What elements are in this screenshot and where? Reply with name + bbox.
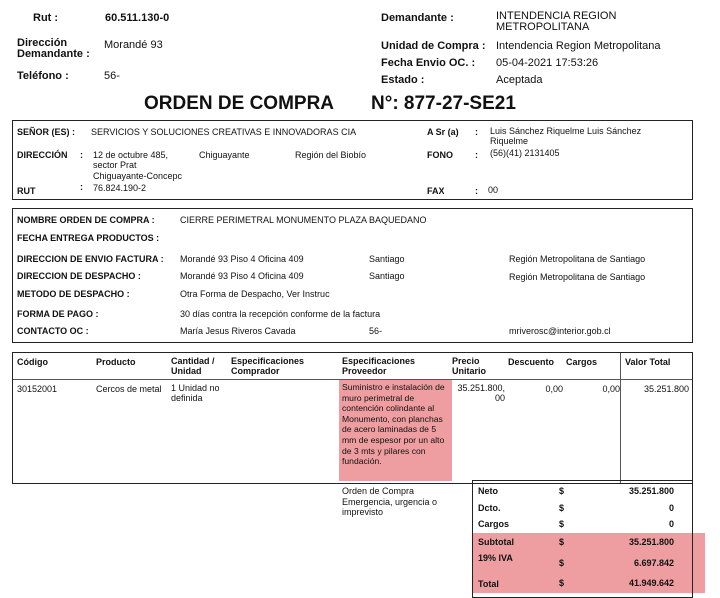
unidad-compra-value: Intendencia Region Metropolitana <box>496 40 661 52</box>
colon: : <box>80 150 83 160</box>
region: Región del Biobío <box>295 150 367 160</box>
fecha-envio-label: Fecha Envio OC. : <box>381 57 476 69</box>
fecha-envio-value: 05-04-2021 17:53:26 <box>496 57 599 69</box>
column-divider <box>620 353 621 483</box>
telefono-label: Teléfono : <box>17 70 69 82</box>
header-cantidad: Cantidad / Unidad <box>171 356 215 376</box>
fax-label: FAX <box>427 186 445 196</box>
senor-label: SEÑOR (ES) <box>17 127 70 137</box>
dcto-value: 0 <box>668 503 674 513</box>
despacho-label: DIRECCION DE DESPACHO : <box>17 271 141 281</box>
direccion-value: 12 de octubre 485, sector Prat <box>93 150 169 170</box>
row-producto: Cercos de metal <box>96 384 162 394</box>
iva-label: 19% IVA <box>478 553 513 563</box>
cargos-currency: $ <box>559 519 565 529</box>
rut-value: 60.511.130-0 <box>105 12 170 24</box>
estado-value: Aceptada <box>496 74 543 86</box>
iva-currency: $ <box>559 558 565 568</box>
despacho-value: Morandé 93 Piso 4 Oficina 409 <box>180 271 304 281</box>
header-valor-total: Valor Total <box>625 357 671 367</box>
envio-factura-value: Morandé 93 Piso 4 Oficina 409 <box>180 254 304 264</box>
metodo-despacho-label: METODO DE DESPACHO : <box>17 289 130 299</box>
unidad-compra-label: Unidad de Compra : <box>381 40 486 52</box>
row-cantidad: 1 Unidad no definida <box>171 383 220 403</box>
cargos-value: 0 <box>668 519 674 529</box>
header-descuento: Descuento <box>508 357 555 367</box>
contacto-email: mriverosc@interior.gob.cl <box>509 326 611 336</box>
colon: : <box>80 182 83 192</box>
row-valor-total: 35.251.800 <box>643 384 689 394</box>
subtotal-label: Subtotal <box>478 537 514 547</box>
colon: : <box>475 127 478 137</box>
total-currency: $ <box>559 578 565 588</box>
fecha-entrega-label: FECHA ENTREGA PRODUCTOS : <box>17 233 160 243</box>
subtotal-currency: $ <box>559 537 565 547</box>
fax-value: 00 <box>488 185 499 195</box>
despacho-region: Región Metropolitana de Santiago <box>509 272 646 282</box>
direccion-label: DIRECCIÓN <box>17 150 68 160</box>
row-precio: 35.251.800, 00 <box>457 383 505 403</box>
total-label: Total <box>478 579 499 589</box>
colon: : <box>72 127 75 137</box>
rut-supplier-value: 76.824.190-2 <box>93 183 147 193</box>
header-precio: Precio Unitario <box>452 356 487 376</box>
forma-pago-value: 30 días contra la recepción conforme de la factura <box>180 309 381 319</box>
iva-value: 6.697.842 <box>633 558 674 568</box>
row-codigo: 30152001 <box>17 384 58 394</box>
cargos-label: Cargos <box>478 519 510 529</box>
asr-label: A Sr (a) <box>427 127 459 137</box>
contacto-phone: 56- <box>369 326 383 336</box>
forma-pago-label: FORMA DE PAGO : <box>17 309 99 319</box>
total-value: 41.949.642 <box>628 578 674 588</box>
header-codigo: Código <box>17 357 48 367</box>
telefono-value: 56- <box>104 70 120 82</box>
senor-value: SERVICIOS Y SOLUCIONES CREATIVAS E INNOVADORAS CIA <box>91 127 357 137</box>
row-cargos: 0,00 <box>602 384 620 394</box>
neto-label: Neto <box>478 486 498 496</box>
row-esp-proveedor: Suministro e instalación de muro perimetral de contención colindante al Monumento, con planchas de acero laminadas de 5 mm de espesor por un alto de 3 mts y pilares con fundación. <box>342 382 445 467</box>
comuna: Chiguayante <box>199 150 250 160</box>
direccion-demandante-value: Morandé 93 <box>104 39 163 51</box>
emergency-note: Orden de Compra Emergencia, urgencia o imprevisto <box>342 486 438 517</box>
demandante-value: INTENDENCIA REGION METROPOLITANA <box>496 10 617 33</box>
dcto-label: Dcto. <box>478 503 501 513</box>
asr-value: Luis Sánchez Riquelme Luis Sánchez Riquelme <box>490 126 642 146</box>
neto-value: 35.251.800 <box>628 486 674 496</box>
header-esp-comprador: Especificaciones Comprador <box>231 356 305 376</box>
order-number: N°: 877-27-SE21 <box>371 93 516 114</box>
rut-label: Rut : <box>33 12 59 24</box>
nombre-oc-label: NOMBRE ORDEN DE COMPRA : <box>17 215 155 225</box>
colon: : <box>475 186 478 196</box>
direccion-city: Chiguayante-Concepc <box>93 171 183 181</box>
header-producto: Producto <box>96 357 136 367</box>
contacto-label: CONTACTO OC : <box>17 326 89 336</box>
demandante-label: Demandante : <box>381 12 454 24</box>
direccion-demandante-label: Dirección Demandante : <box>17 37 90 60</box>
envio-factura-region: Región Metropolitana de Santiago <box>509 254 646 264</box>
nombre-oc-value: CIERRE PERIMETRAL MONUMENTO PLAZA BAQUEDANO <box>180 215 427 225</box>
header-esp-proveedor: Especificaciones Proveedor <box>342 356 416 376</box>
row-descuento: 0,00 <box>545 384 563 394</box>
rut-supplier-label: RUT <box>17 186 36 196</box>
envio-factura-city: Santiago <box>369 254 405 264</box>
page-title: ORDEN DE COMPRA <box>144 93 335 114</box>
subtotal-value: 35.251.800 <box>628 537 674 547</box>
fono-label: FONO <box>427 150 453 160</box>
dcto-currency: $ <box>559 503 565 513</box>
estado-label: Estado : <box>381 74 425 86</box>
envio-factura-label: DIRECCION DE ENVIO FACTURA : <box>17 254 164 264</box>
metodo-despacho-value: Otra Forma de Despacho, Ver Instruc <box>180 289 330 299</box>
header-cargos: Cargos <box>566 357 598 367</box>
contacto-name: María Jesus Riveros Cavada <box>180 326 296 336</box>
colon: : <box>475 150 478 160</box>
neto-currency: $ <box>559 486 565 496</box>
despacho-city: Santiago <box>369 271 405 281</box>
fono-value: (56)(41) 2131405 <box>490 148 560 158</box>
